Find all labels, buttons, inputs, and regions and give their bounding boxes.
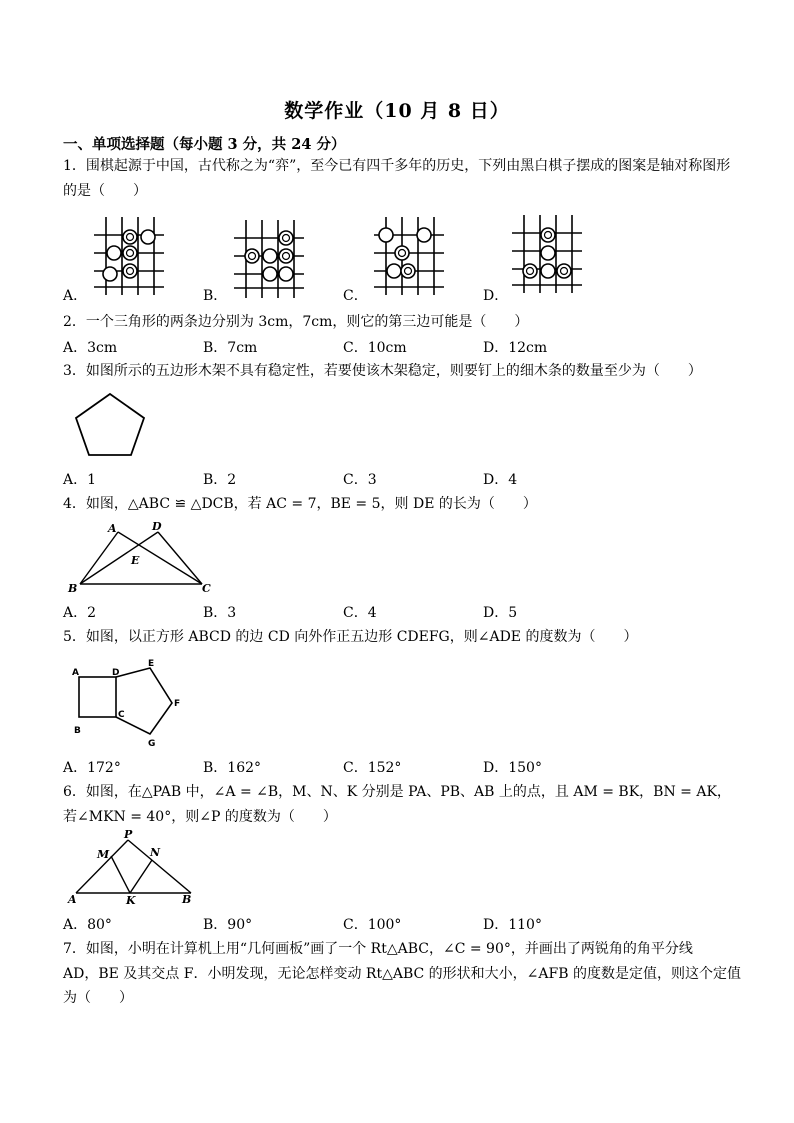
go-pattern-d xyxy=(510,213,582,293)
label-d: D xyxy=(112,668,120,678)
label-c: C xyxy=(118,710,125,720)
question-6-options xyxy=(63,914,743,934)
option-b[interactable]: B．7cm xyxy=(203,340,258,356)
option-d[interactable]: D． xyxy=(483,288,509,304)
question-4-text: 4．如图，△ABC ≌ △DCB，若 AC = 7，BE = 5，则 DE 的长为（ ） xyxy=(63,496,537,512)
label-e: E xyxy=(131,554,140,567)
label-c: C xyxy=(202,582,211,595)
question-7-line-2: AD，BE 及其交点 F．小明发现，无论怎样变动 Rt△ABC 的形状和大小，∠AFB 的度数是定值，则这个定值 xyxy=(63,966,741,982)
option-b[interactable]: B． xyxy=(203,288,228,304)
question-2-text: 2．一个三角形的两条边分别为 3cm，7cm，则它的第三边可能是（ ） xyxy=(63,314,529,330)
option-d[interactable]: D．5 xyxy=(483,605,518,621)
option-c[interactable]: C．4 xyxy=(343,605,377,621)
question-2-options xyxy=(63,337,743,357)
option-d[interactable]: D．12cm xyxy=(483,340,548,356)
label-a: A xyxy=(108,522,117,535)
label-e: E xyxy=(148,659,155,669)
option-a[interactable]: A．172° xyxy=(63,760,121,776)
question-7-line-1: 7．如图，小明在计算机上用“几何画板”画了一个 Rt△ABC，∠C = 90°，并画出了两锐角的角平分线 xyxy=(63,941,693,957)
option-d[interactable]: D．110° xyxy=(483,917,542,933)
pentagon-figure xyxy=(74,392,146,458)
option-b[interactable]: B．162° xyxy=(203,760,262,776)
option-a[interactable]: A．80° xyxy=(63,917,112,933)
option-c[interactable]: C．3 xyxy=(343,472,377,488)
page-title: 数学作业（10 月 8 日） xyxy=(284,100,510,122)
question-1-options xyxy=(63,285,743,305)
go-pattern-c xyxy=(372,215,444,295)
label-p: P xyxy=(124,828,133,841)
option-d[interactable]: D．150° xyxy=(483,760,542,776)
option-c[interactable]: C． xyxy=(343,288,368,304)
label-g: G xyxy=(148,739,156,749)
label-a: A xyxy=(72,668,79,678)
go-pattern-a xyxy=(92,215,164,295)
question-5-text: 5．如图，以正方形 ABCD 的边 CD 向外作正五边形 CDEFG，则∠ADE 的度数为（ ） xyxy=(63,629,638,645)
option-c[interactable]: C．10cm xyxy=(343,340,407,356)
label-a: A xyxy=(68,893,77,906)
question-5-options xyxy=(63,757,743,777)
option-a[interactable]: A．1 xyxy=(63,472,97,488)
option-d[interactable]: D．4 xyxy=(483,472,518,488)
option-a[interactable]: A． xyxy=(63,288,88,304)
label-b: B xyxy=(74,726,81,736)
question-6-line-1: 6．如图，在△PAB 中，∠A = ∠B，M、N、K 分别是 PA、PB、AB 上的点，且 AM = BK，BN = AK， xyxy=(63,784,731,800)
square-pentagon-figure xyxy=(68,655,188,747)
label-b: B xyxy=(68,582,78,595)
option-b[interactable]: B．3 xyxy=(203,605,237,621)
section-heading: 一、单项选择题（每小题 3 分，共 24 分） xyxy=(63,136,346,153)
question-1-line-2: 的是（ ） xyxy=(63,183,147,199)
question-6-line-2: 若∠MKN = 40°，则∠P 的度数为（ ） xyxy=(63,809,337,825)
triangle-pab-figure xyxy=(66,828,196,907)
option-a[interactable]: A．2 xyxy=(63,605,97,621)
option-c[interactable]: C．100° xyxy=(343,917,402,933)
triangle-congruence-figure xyxy=(66,520,216,598)
option-b[interactable]: B．2 xyxy=(203,472,237,488)
label-f: F xyxy=(174,699,181,709)
question-7-line-3: 为（ ） xyxy=(63,990,133,1006)
option-c[interactable]: C．152° xyxy=(343,760,402,776)
question-4-options xyxy=(63,602,743,622)
question-3-options xyxy=(63,469,743,489)
label-m: M xyxy=(97,848,110,861)
label-b: B xyxy=(182,893,192,906)
question-1-line-1: 1．围棋起源于中国，古代称之为“弈”，至今已有四千多年的历史，下列由黑白棋子摆成的图案是轴对称图形 xyxy=(63,158,731,174)
label-d: D xyxy=(152,520,162,533)
option-b[interactable]: B．90° xyxy=(203,917,253,933)
label-k: K xyxy=(126,894,136,907)
label-n: N xyxy=(150,846,161,859)
question-3-text: 3．如图所示的五边形木架不具有稳定性，若要使该木架稳定，则要钉上的细木条的数量至少为（ ） xyxy=(63,363,702,379)
option-a[interactable]: A．3cm xyxy=(63,340,118,356)
